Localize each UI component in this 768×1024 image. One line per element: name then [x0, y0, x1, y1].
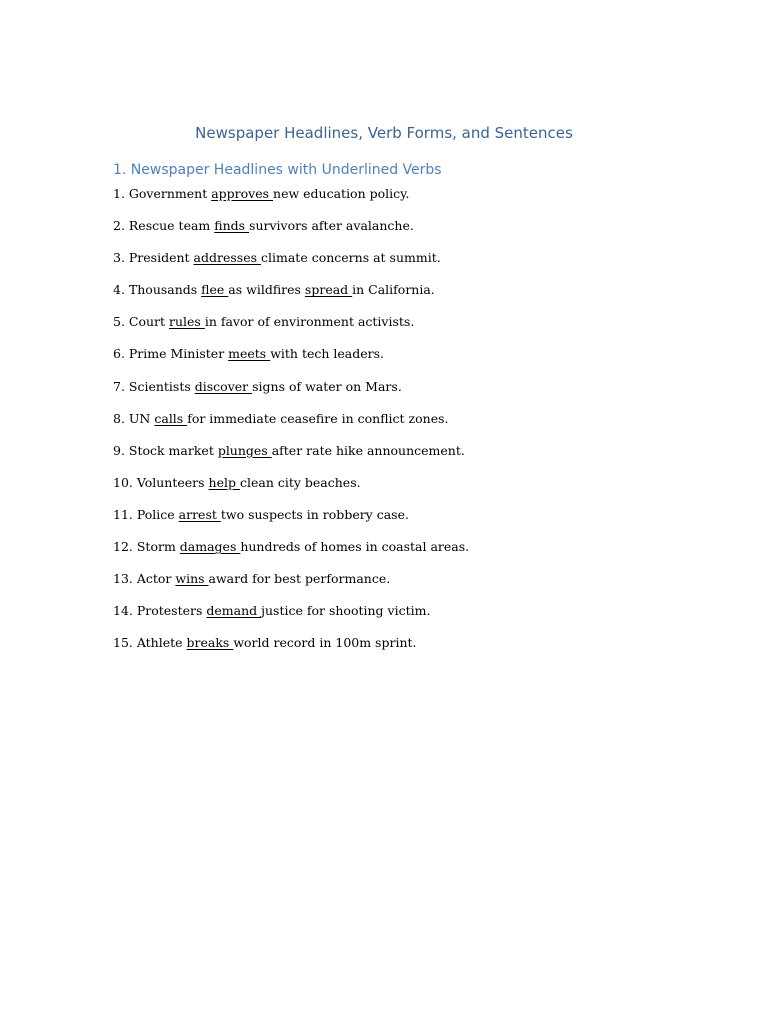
- headline-text: signs of water on Mars.: [252, 378, 402, 394]
- headline-text: justice for shooting victim.: [261, 603, 431, 619]
- headline-item: [113, 634, 469, 666]
- headline-text: 5. Court: [113, 314, 170, 330]
- headline-item: [113, 602, 469, 634]
- underlined-verb: meets: [228, 346, 271, 362]
- underlined-verb: arrest: [178, 506, 221, 522]
- headline-text: world record in 100m sprint.: [233, 635, 417, 651]
- headline-text: 3. President: [113, 250, 194, 266]
- underlined-verb: demand: [206, 603, 262, 619]
- headline-text: new education policy.: [273, 186, 410, 201]
- headline-text: two suspects in robbery case.: [220, 506, 409, 522]
- headline-item: [113, 506, 469, 538]
- underlined-verb: rules: [169, 314, 205, 330]
- headline-item: [113, 570, 469, 602]
- headline-text: 14. Protesters: [113, 603, 207, 619]
- headline-text: with tech leaders.: [270, 346, 385, 362]
- headline-text: 8. UN: [113, 410, 155, 426]
- headline-text: 7. Scientists: [113, 378, 195, 394]
- headline-item: [113, 281, 469, 313]
- headline-text: hundreds of homes in coastal areas.: [240, 539, 470, 555]
- headline-text: award for best performance.: [208, 571, 391, 587]
- headline-text: in favor of environment activists.: [204, 314, 415, 330]
- headline-item: [113, 474, 469, 506]
- headline-text: survivors after avalanche.: [249, 218, 414, 234]
- headline-text: 10. Volunteers: [113, 474, 209, 490]
- underlined-verb: addresses: [193, 250, 261, 266]
- underlined-verb: plunges: [217, 442, 272, 458]
- headline-item: [113, 345, 469, 377]
- document-title: Newspaper Headlines, Verb Forms, and Sentences: [195, 124, 573, 142]
- headline-text: after rate hike announcement.: [271, 442, 465, 458]
- headline-text: clean city beaches.: [239, 474, 361, 490]
- headline-item: [113, 185, 469, 217]
- headline-item: [113, 378, 469, 410]
- headline-list: [113, 185, 469, 666]
- headline-text: climate concerns at summit.: [261, 250, 441, 266]
- headline-item: [113, 538, 469, 570]
- headline-text: 9. Stock market: [113, 442, 218, 458]
- underlined-verb: finds: [214, 218, 250, 234]
- section-heading: 1. Newspaper Headlines with Underlined Verbs: [113, 162, 442, 178]
- underlined-verb: approves: [211, 186, 274, 201]
- underlined-verb: discover: [194, 378, 253, 394]
- underlined-verb: damages: [179, 539, 241, 555]
- headline-item: [113, 410, 469, 442]
- headline-text: 12. Storm: [113, 539, 180, 555]
- headline-item: [113, 313, 469, 345]
- headline-text: 15. Athlete: [113, 635, 187, 651]
- underlined-verb: flee: [201, 282, 229, 298]
- headline-text: 1. Government: [113, 186, 212, 201]
- headline-text: as wildfires: [228, 282, 305, 298]
- headline-text: for immediate ceasefire in conflict zones.: [187, 410, 449, 426]
- headline-item: [113, 217, 469, 249]
- headline-text: 2. Rescue team: [113, 218, 215, 234]
- underlined-verb: breaks: [186, 635, 234, 651]
- underlined-verb: spread: [304, 282, 353, 298]
- underlined-verb: help: [208, 474, 240, 490]
- headline-item: [113, 249, 469, 281]
- headline-text: 4. Thousands: [113, 282, 202, 298]
- headline-item: [113, 442, 469, 474]
- underlined-verb: wins: [175, 571, 209, 587]
- headline-text: 13. Actor: [113, 571, 176, 587]
- headline-text: 11. Police: [113, 506, 179, 522]
- headline-text: in California.: [352, 282, 435, 298]
- underlined-verb: calls: [154, 410, 188, 426]
- headline-text: 6. Prime Minister: [113, 346, 229, 362]
